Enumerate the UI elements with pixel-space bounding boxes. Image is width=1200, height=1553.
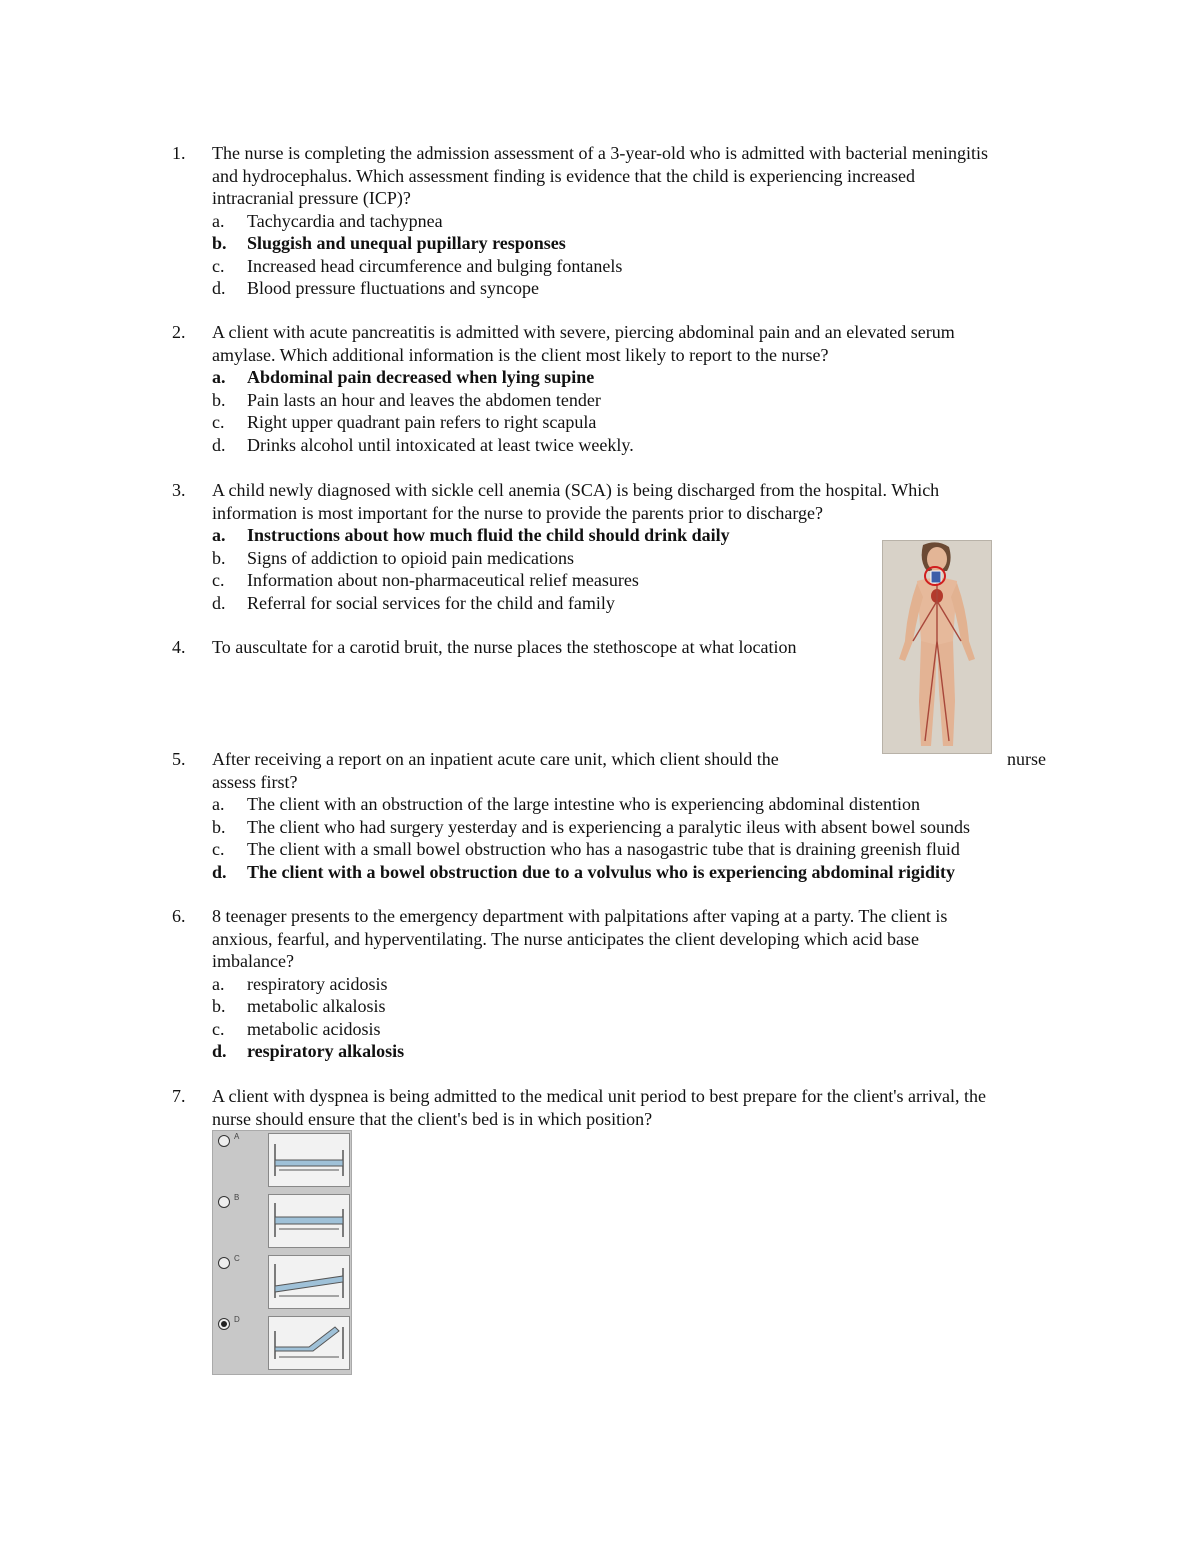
question-stem-line: The nurse is completing the admission assessment of a 3-year-old who is admitted with bacterial meningitis [212, 143, 988, 163]
question-stem-line: A client with dyspnea is being admitted to the medical unit period to best prepare for the client's arrival, the [212, 1086, 987, 1106]
answer-option-correct: d. respiratory alkalosis [212, 1041, 405, 1061]
question-stem-trailing: nurse [1007, 749, 1046, 769]
question-number: 1. [172, 143, 186, 163]
tilted-bed-icon [268, 1255, 350, 1309]
question-number: 2. [172, 322, 186, 342]
question-6 [172, 905, 1072, 1063]
question-stem-line: To auscultate for a carotid bruit, the nurse places the stethoscope at what location [212, 637, 797, 657]
question-stem-line: information is most important for the nurse to provide the parents prior to discharge? [212, 502, 824, 523]
question-number: 5. [172, 749, 186, 769]
bed-option-a[interactable] [213, 1131, 351, 1189]
answer-option-correct: a. Instructions about how much fluid the child should drink daily [212, 525, 730, 545]
bed-option-d[interactable] [213, 1314, 351, 1372]
bed-option-label: A [234, 1132, 240, 1141]
bed-option-c[interactable] [213, 1253, 351, 1311]
question-number: 7. [172, 1086, 186, 1106]
question-2 [172, 321, 1072, 456]
answer-option: b. Signs of addiction to opioid pain medications [212, 547, 574, 568]
answer-option-correct: b. Sluggish and unequal pupillary responses [212, 233, 566, 253]
answer-option: c. metabolic acidosis [212, 1018, 381, 1039]
bed-option-b[interactable] [213, 1192, 351, 1250]
bed-option-label: C [234, 1254, 240, 1263]
flat-bed-icon [268, 1133, 350, 1187]
answer-option: d. Blood pressure fluctuations and syncope [212, 278, 539, 298]
raised-head-bed-icon [268, 1316, 350, 1370]
radio-button[interactable] [218, 1257, 230, 1269]
question-5 [172, 748, 1072, 883]
answer-option: d. Drinks alcohol until intoxicated at least twice weekly. [212, 434, 634, 455]
bed-option-label: D [234, 1315, 240, 1324]
question-stem-line: imbalance? [212, 951, 294, 971]
human-body-illustration [883, 541, 991, 753]
answer-option-correct: d. The client with a bowel obstruction due to a volvulus who is experiencing abdominal rigidity [212, 861, 956, 882]
answer-option: c. Increased head circumference and bulging fontanels [212, 255, 623, 276]
question-stem-line: After receiving a report on an inpatient acute care unit, which client should the [212, 749, 779, 769]
question-stem-line: A child newly diagnosed with sickle cell anemia (SCA) is being discharged from the hospital. Which [212, 480, 940, 500]
carotid-anatomy-figure [882, 540, 992, 754]
answer-option: a. The client with an obstruction of the large intestine who is experiencing abdominal distention [212, 794, 921, 814]
question-stem-line: intracranial pressure (ICP)? [212, 188, 411, 208]
question-stem-line: assess first? [212, 771, 298, 792]
answer-option: a. Tachycardia and tachypnea [212, 210, 443, 231]
answer-option: b. metabolic alkalosis [212, 996, 386, 1016]
question-stem-line: amylase. Which additional information is the client most likely to report to the nurse? [212, 344, 829, 365]
question-1 [172, 142, 1072, 300]
question-number: 4. [172, 637, 186, 657]
radio-button[interactable] [218, 1135, 230, 1147]
question-7 [172, 1085, 1072, 1130]
answer-option: b. The client who had surgery yesterday and is experiencing a paralytic ileus with absent bowel sounds [212, 816, 970, 837]
question-stem-line: 8 teenager presents to the emergency department with palpitations after vaping at a party. The client is [212, 906, 948, 926]
answer-option-correct: a. Abdominal pain decreased when lying supine [212, 367, 595, 387]
radio-button[interactable] [218, 1196, 230, 1208]
question-number: 6. [172, 906, 186, 926]
question-stem-line: A client with acute pancreatitis is admitted with severe, piercing abdominal pain and an elevated serum [212, 322, 955, 342]
answer-option: d. Referral for social services for the child and family [212, 592, 615, 613]
answer-option: a. respiratory acidosis [212, 973, 388, 994]
bed-position-options-image [212, 1130, 352, 1375]
question-stem-line: anxious, fearful, and hyperventilating. The nurse anticipates the client developing which acid base [212, 928, 919, 949]
flat-bed-icon [268, 1194, 350, 1248]
question-number: 3. [172, 480, 186, 500]
bed-option-label: B [234, 1193, 240, 1202]
radio-button-selected[interactable] [218, 1318, 230, 1330]
question-stem-line: and hydrocephalus. Which assessment finding is evidence that the child is experiencing increased [212, 165, 915, 186]
answer-option: c. Right upper quadrant pain refers to right scapula [212, 412, 597, 432]
answer-option: c. Information about non-pharmaceutical relief measures [212, 570, 639, 590]
answer-option: b. Pain lasts an hour and leaves the abdomen tender [212, 389, 601, 410]
question-stem-line: nurse should ensure that the client's bed is in which position? [212, 1108, 653, 1129]
answer-option: c. The client with a small bowel obstruction who has a nasogastric tube that is draining greenish fluid [212, 839, 960, 859]
